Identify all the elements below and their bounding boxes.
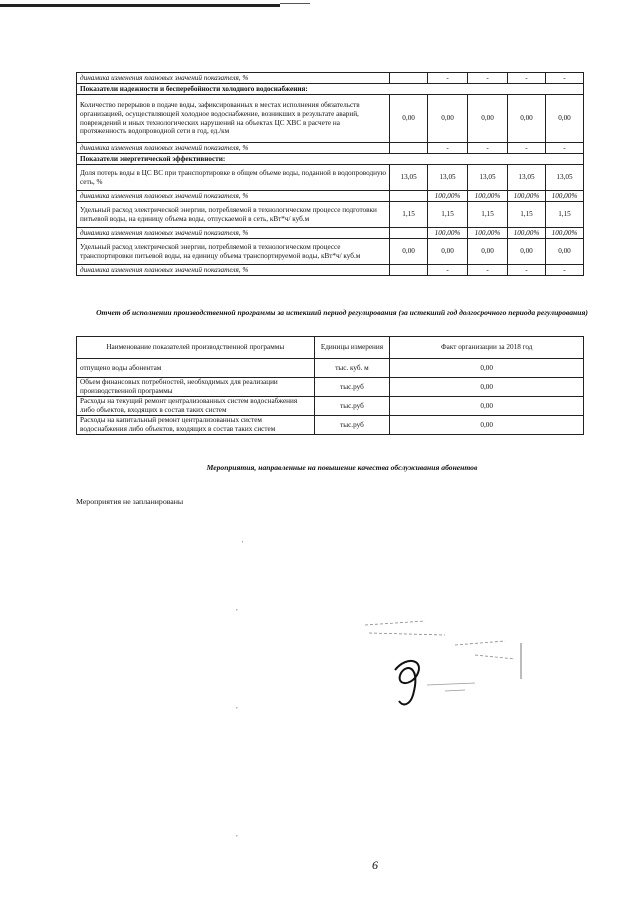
report-unit: тыс.руб [314, 416, 390, 435]
indicator-label: динамика изменения плановых значений показателя, % [77, 191, 390, 202]
report-item-name: Расходы на капитальный ремонт централизованных систем водоснабжения либо объектов, входящих в состав таких систем [77, 416, 315, 435]
indicator-value: - [428, 265, 468, 276]
indicators-table [76, 72, 584, 276]
indicator-value: - [468, 73, 508, 84]
indicator-row [77, 95, 584, 143]
report-item-name: Расходы на текущий ремонт централизованных систем водоснабжения либо объектов, входящих в состав таких систем [77, 397, 315, 416]
signature-stamp [355, 615, 535, 715]
indicator-value: - [428, 143, 468, 154]
report-title: Отчет об исполнении производственной программы за истекший период регулирования (за истекший год долгосрочного периода регулирования) [96, 308, 588, 317]
indicator-value: - [428, 73, 468, 84]
indicator-row [77, 202, 584, 228]
report-unit: тыс. куб. м [314, 359, 390, 378]
dynamics-row [77, 265, 584, 276]
report-column-header: Единицы измерения [314, 337, 390, 359]
indicator-label: Количество перерывов в подаче воды, зафиксированных в местах исполнения обязательств организацией, осуществляющей холодное водоснабжение, возникших в результате аварий, повреждений и иных технологических нарушений на объектах ЦС ХВС в расчете на протяженность водопроводной сети в год, ед./км [77, 95, 390, 143]
scan-speck: ' [242, 540, 244, 548]
dynamics-row [77, 143, 584, 154]
indicator-value: 13,05 [468, 165, 508, 191]
indicator-label: динамика изменения плановых значений показателя, % [77, 228, 390, 239]
scan-speck: , [236, 830, 238, 838]
indicator-value: 0,00 [428, 239, 468, 265]
indicator-value: 100,00% [545, 191, 583, 202]
indicator-value: - [545, 73, 583, 84]
report-fact-value: 0,00 [390, 359, 584, 378]
indicator-value: 100,00% [468, 191, 508, 202]
indicator-value: 0,00 [468, 239, 508, 265]
indicator-value: 0,00 [545, 239, 583, 265]
indicator-label: динамика изменения плановых значений показателя, % [77, 73, 390, 84]
indicator-label: Удельный расход электрической энергии, потребляемой в технологическом процессе подготовки питьевой воды, на единицу объема воды, отпускаемой в сеть, кВт*ч/ куб.м [77, 202, 390, 228]
section-header: Показатели надежности и бесперебойности холодного водоснабжения: [77, 84, 584, 95]
indicator-value: 1,15 [468, 202, 508, 228]
indicator-value: - [508, 265, 546, 276]
report-item-name: отпущено воды абонентам [77, 359, 315, 378]
report-row [77, 397, 584, 416]
indicator-value: 0,00 [390, 239, 428, 265]
indicator-value: 0,00 [508, 95, 546, 143]
indicator-value: 13,05 [545, 165, 583, 191]
report-unit: тыс.руб [314, 378, 390, 397]
report-row [77, 378, 584, 397]
scan-edge-line [0, 4, 280, 7]
indicator-value [390, 143, 428, 154]
indicator-value: - [545, 143, 583, 154]
indicator-value: 0,00 [508, 239, 546, 265]
indicator-value: 100,00% [468, 228, 508, 239]
indicator-value: 13,05 [390, 165, 428, 191]
section-header-row [77, 154, 584, 165]
indicator-value [390, 73, 428, 84]
indicator-value: 100,00% [508, 228, 546, 239]
dynamics-row [77, 228, 584, 239]
page-number: 6 [372, 858, 378, 872]
indicator-value: 100,00% [428, 191, 468, 202]
indicator-label: динамика изменения плановых значений показателя, % [77, 265, 390, 276]
indicator-value: 0,00 [428, 95, 468, 143]
report-fact-value: 0,00 [390, 378, 584, 397]
indicator-value: 0,00 [468, 95, 508, 143]
indicator-value: 100,00% [508, 191, 546, 202]
indicator-value: 13,05 [508, 165, 546, 191]
indicator-row [77, 165, 584, 191]
section-header: Показатели энергетической эффективности: [77, 154, 584, 165]
report-column-header: Факт организации за 2018 год [390, 337, 584, 359]
indicator-value: 1,15 [545, 202, 583, 228]
indicator-label: динамика изменения плановых значений показателя, % [77, 143, 390, 154]
indicator-label: Удельный расход электрической энергии, потребляемой в технологическом процессе транспортировки питьевой воды, на единицу объема транспортируемой воды, кВт*ч/ куб.м [77, 239, 390, 265]
report-column-header: Наименование показателей производственной программы [77, 337, 315, 359]
indicator-value [390, 265, 428, 276]
indicator-label: Доля потерь воды в ЦС ВС при транспортировке в общем объеме воды, поданной в водопроводную сеть, % [77, 165, 390, 191]
indicator-value: 100,00% [428, 228, 468, 239]
indicator-value: 0,00 [390, 95, 428, 143]
indicator-row [77, 239, 584, 265]
report-header-row [77, 337, 584, 359]
dynamics-row [77, 191, 584, 202]
measures-title: Мероприятия, направленные на повышение качества обслуживания абонентов [206, 463, 478, 472]
indicator-value: - [468, 143, 508, 154]
indicator-value [390, 191, 428, 202]
report-item-name: Объем финансовых потребностей, необходимых для реализации производственной программы [77, 378, 315, 397]
report-table [76, 336, 584, 435]
indicator-value: - [508, 73, 546, 84]
dynamics-row [77, 73, 584, 84]
indicator-value: 0,00 [545, 95, 583, 143]
indicator-value: 1,15 [390, 202, 428, 228]
indicator-value: 1,15 [428, 202, 468, 228]
report-fact-value: 0,00 [390, 397, 584, 416]
report-row [77, 359, 584, 378]
scan-edge-line-thin [280, 3, 310, 4]
section-header-row [77, 84, 584, 95]
indicator-value: 1,15 [508, 202, 546, 228]
scan-speck: , [236, 702, 238, 710]
report-row [77, 416, 584, 435]
indicator-value: - [508, 143, 546, 154]
report-fact-value: 0,00 [390, 416, 584, 435]
scan-speck: , [236, 604, 238, 612]
indicator-value: 13,05 [428, 165, 468, 191]
report-unit: тыс.руб [314, 397, 390, 416]
indicator-value: - [468, 265, 508, 276]
indicator-value: 100,00% [545, 228, 583, 239]
indicator-value: - [545, 265, 583, 276]
measures-text: Мероприятия не запланированы [76, 497, 184, 506]
indicator-value [390, 228, 428, 239]
